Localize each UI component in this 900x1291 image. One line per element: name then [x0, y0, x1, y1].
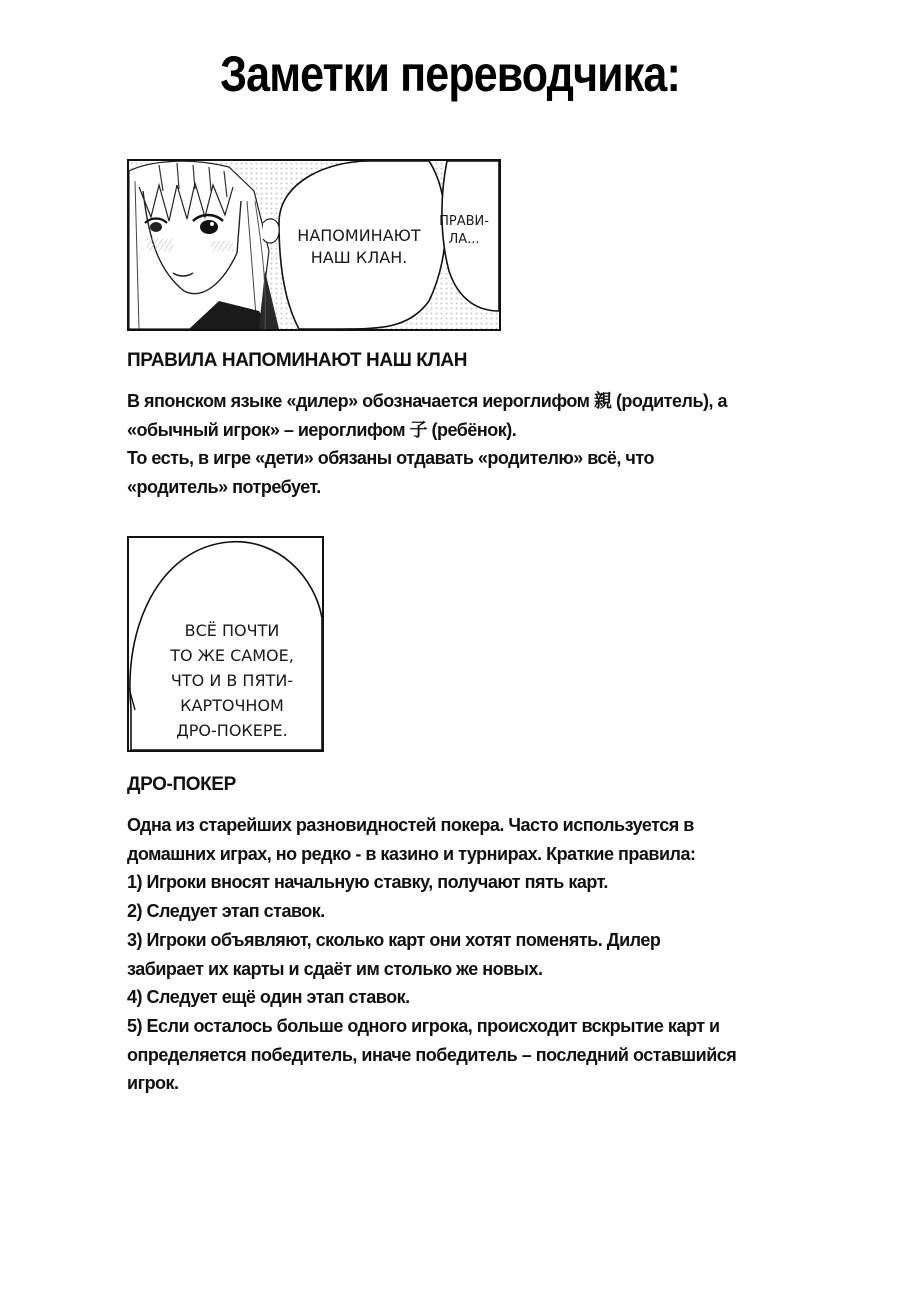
page-title: Заметки переводчика: — [220, 46, 680, 102]
text-line: домашних играх, но редко - в казино и турнирах. Краткие правила: — [127, 843, 696, 864]
text-line: 3) Игроки объявляют, сколько карт они хотят поменять. Дилер — [127, 929, 661, 950]
text-line: забирает их карты и сдаёт им столько же новых. — [127, 958, 543, 979]
text-line: «обычный игрок» – иероглифом 子 (ребёнок). — [127, 419, 517, 440]
text-line: В японском языке «дилер» обозначается иероглифом 親 (родитель), а — [127, 391, 728, 411]
manga-panel-clan-rules — [127, 159, 501, 331]
speech-bubble: ВСЁ ПОЧТИ ТО ЖЕ САМОЕ, ЧТО И В ПЯТИ- КАРТОЧНОМ ДРО-ПОКЕРЕ. — [170, 621, 294, 740]
text-line: 2) Следует этап ставок. — [127, 901, 325, 922]
speech-bubble-main: НАПОМИНАЮТ НАШ КЛАН. — [297, 226, 421, 267]
text-line: 5) Если осталось больше одного игрока, происходит вскрытие карт и — [127, 1015, 720, 1036]
text-line: 1) Игроки вносят начальную ставку, получают пять карт. — [127, 872, 608, 893]
text-line: Одна из старейших разновидностей покера. Часто используется в — [127, 815, 694, 835]
note-heading-clan-rules: ПРАВИЛА НАПОМИНАЮТ НАШ КЛАН — [127, 350, 468, 371]
note-text-clan-rules — [127, 387, 807, 502]
speech-bubble-side: ПРАВИ- ЛА... — [439, 214, 489, 247]
text-line: игрок. — [127, 1073, 179, 1094]
text-line: То есть, в игре «дети» обязаны отдавать «родителю» всё, что — [127, 448, 654, 469]
note-text-draw-poker — [127, 811, 807, 1098]
note-heading-draw-poker: ДРО-ПОКЕР — [127, 774, 236, 795]
manga-panel-draw-poker — [127, 536, 324, 752]
text-line: определяется победитель, иначе победитель – последний оставшийся — [127, 1044, 737, 1065]
text-line: «родитель» потребует. — [127, 477, 321, 498]
text-line: 4) Следует ещё один этап ставок. — [127, 987, 410, 1008]
